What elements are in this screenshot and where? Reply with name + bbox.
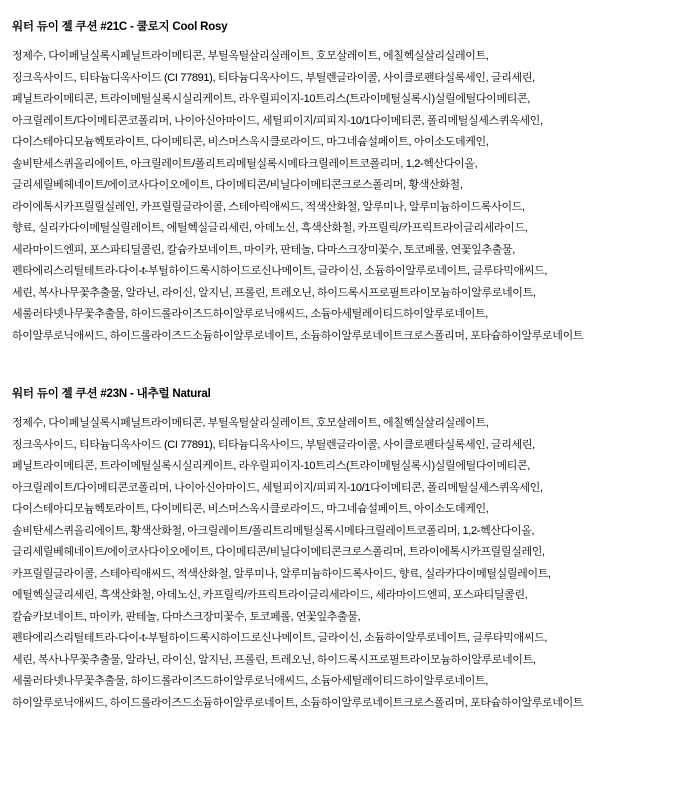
ingredient-line: 다이스테아디모늄헥토라이트, 다이메티콘, 비스머스옥시클로라이드, 마그네슘설페이트, 아이소도데케인, [12, 503, 489, 515]
ingredient-line: 펜타에리스리틸테트라-다이-t-부틸하이드록시하이드로신나메이트, 글라이신, 소듐하이알루로네이트, 글루타믹애씨드, [12, 265, 548, 277]
ingredient-line: 펜타에리스리틸테트라-다이-t-부틸하이드록시하이드로신나메이트, 글라이신, 소듐하이알루로네이트, 글루타믹애씨드, [12, 632, 548, 644]
ingredient-line: 세린, 복사나무꽃추출물, 알라닌, 라이신, 알지닌, 프롤린, 트레오닌, 하이드록시프로필트라이모늄하이알루로네이트, [12, 653, 536, 666]
ingredient-line: 징크옥사이드, 티타늄디옥사이드 (CI 77891), 티타늄디옥사이드, 부틸렌글라이콜, 사이클로펜타실록세인, 글리세린, [12, 438, 535, 451]
ingredient-line: 아크릴레이트/다이메티콘코폴리머, 나이아신아마이드, 세틸피이지/피피지-10/1다이메티콘, 폴리메틸실세스퀴옥세인, [12, 481, 543, 494]
product-title-21c: 워터 듀이 젤 쿠션 #21C - 쿨로지 Cool Rosy [12, 21, 228, 33]
ingredient-line: 세라마이드엔피, 포스파티딜콜린, 칼슘카보네이트, 마이카, 판테놀, 다마스크장미꽃수, 토코페롤, 연꽃잎추출물, [12, 243, 516, 256]
ingredient-line: 솔비탄세스퀴올리에이트, 아크릴레이트/폴리트리메틸실록시메타크릴레이트코폴리머, 1,2-헥산다이올, [12, 157, 478, 170]
ingredient-line: 향료, 실리카다이메틸실릴레이트, 에틸헥실글리세린, 아데노신, 흑색산화철, 카프릴릭/카프릭트라이글리세라이드, [12, 222, 528, 234]
ingredient-line: 징크옥사이드, 티타늄디옥사이드 (CI 77891), 티타늄디옥사이드, 부틸렌글라이콜, 사이클로펜타실록세인, 글리세린, [12, 71, 535, 84]
ingredient-line: 에틸헥실글리세린, 흑색산화철, 아데노신, 카프릴릭/카프릭트라이글리세라이드, 세라마이드엔피, 포스파티딜콜린, [12, 589, 528, 601]
ingredient-line: 정제수, 다이페닐실록시페닐트라이메티콘, 부틸옥틸살리실레이트, 호모살레이트, 에칠헥실살리실레이트, [12, 417, 489, 429]
ingredient-line: 칼슘카보네이트, 마이카, 판테놀, 다마스크장미꽃수, 토코페롤, 연꽃잎추출물, [12, 610, 361, 623]
product-section-21c [10, 18, 669, 347]
ingredient-line: 카프릴릴글라이콜, 스테아릭애씨드, 적색산화철, 알루미나, 알루미늄하이드록사이드, 향료, 실라카다이메틸실릴레이트, [12, 567, 551, 580]
ingredient-line: 다이스테아디모늄헥토라이트, 다이메티콘, 비스머스옥시클로라이드, 마그네슘설페이트, 아이소도데케인, [12, 136, 489, 148]
ingredient-line: 정제수, 다이페닐실록시페닐트라이메티콘, 부틸옥틸살리실레이트, 호모살레이트, 에칠헥실살리실레이트, [12, 50, 489, 62]
ingredient-line: 글리세릴베헤네이트/에이코사다이오에이트, 다이메티콘/비닐다이메티콘크로스폴리머, 황색산화철, [12, 179, 463, 191]
ingredient-line: 라이에톡시카프릴릴실레인, 카프릴릴글라이콜, 스테아릭애씨드, 적색산화철, 알루미나, 알루미늄하이드록사이드, [12, 200, 525, 213]
ingredient-line: 아크릴레이트/다이메티콘코폴리머, 나이아신아마이드, 세틸피이지/피피지-10/1다이메티콘, 폴리메틸실세스퀴옥세인, [12, 114, 543, 127]
ingredient-line: 세린, 복사나무꽃추출물, 알라닌, 라이신, 알지닌, 프롤린, 트레오닌, 하이드록시프로필트라이모늄하이알루로네이트, [12, 286, 536, 299]
product-title-23n: 워터 듀이 젤 쿠션 #23N - 내추럴 Natural [12, 388, 211, 400]
ingredient-line: 세룰러타넷나무꽃추출물, 하이드롤라이즈드하이알루로닉애씨드, 소듐아세틸레이티드하이알루로네이트, [12, 308, 488, 320]
ingredient-line: 하이알루로닉애씨드, 하이드롤라이즈드소듐하이알루로네이트, 소듐하이알루로네이트크로스폴리머, 포타슘하이알루로네이트 [12, 696, 584, 709]
ingredient-line: 세룰러타넷나무꽃추출물, 하이드롤라이즈드하이알루로닉애씨드, 소듐아세틸레이티드하이알루로네이트, [12, 675, 488, 687]
section-divider-space [10, 347, 669, 385]
ingredient-line: 글리세릴베헤네이트/에이코사다이오에이트, 다이메티콘/비닐다이메티콘크로스폴리머, 트라이에톡시카프릴릴실레인, [12, 546, 545, 558]
ingredient-line: 솔비탄세스퀴올리에이트, 황색산화철, 아크릴레이트/폴리트리메틸실록시메타크릴레이트코폴리머, 1,2-헥산다이올, [12, 524, 535, 537]
ingredient-line: 페닐트라이메티콘, 트라이메틸실록시실리케이트, 라우릴피이지-10트리스(트라이메틸실록시)실릴에틸다이메티콘, [12, 93, 530, 105]
ingredient-line: 하이알루로닉애씨드, 하이드롤라이즈드소듐하이알루로네이트, 소듐하이알루로네이트크로스폴리머, 포타슘하이알루로네이트 [12, 329, 584, 342]
ingredient-line: 페닐트라이메티콘, 트라이메틸실록시실리케이트, 라우릴피이지-10트리스(트라이메틸실록시)실릴에틸다이메티콘, [12, 460, 530, 472]
product-section-23n [10, 385, 669, 714]
